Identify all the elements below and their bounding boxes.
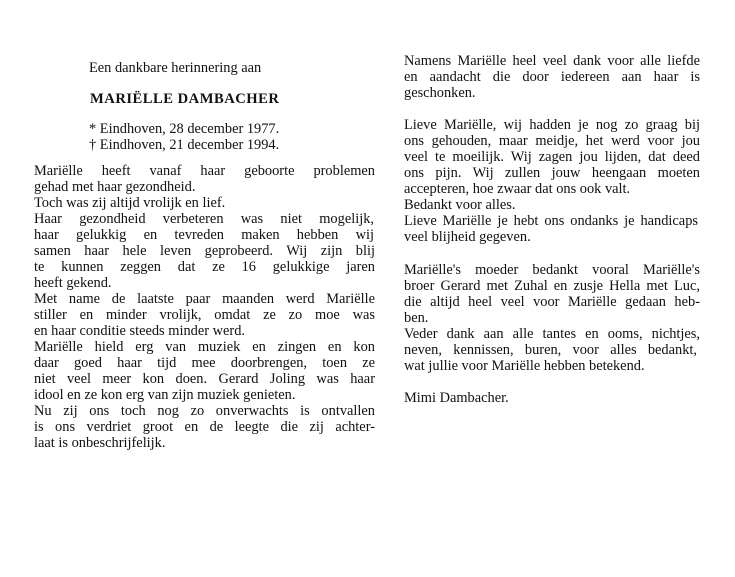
left-line: niet veel meer kon doen. Gerard Joling was haar (34, 371, 375, 387)
right-line: Lieve Mariëlle je hebt ons ondanks je handicaps (404, 213, 698, 229)
left-line: Toch was zij altijd vrolijk en lief. (34, 195, 226, 211)
right-line: en aandacht die door iedereen aan haar is (404, 69, 700, 85)
left-line: laat is onbeschrijfelijk. (34, 435, 166, 451)
right-line: Bedankt voor alles. (404, 197, 516, 213)
left-line: Mariëlle heeft vanaf haar geboorte problemen (34, 163, 375, 179)
death-date: † Eindhoven, 21 december 1994. (89, 137, 280, 153)
left-line: haar gelukkig en tevreden maken hebben wij (34, 227, 374, 243)
right-line: broer Gerard met Zuhal en zusje Hella met Luc, (404, 278, 700, 294)
deceased-name: MARIËLLE DAMBACHER (90, 91, 280, 107)
right-line: die altijd heel veel voor Mariëlle gedaan heb- (404, 294, 700, 310)
left-line: Met name de laatste paar maanden werd Mariëlle (34, 291, 375, 307)
left-line: en haar conditie steeds minder werd. (34, 323, 245, 339)
right-line: Namens Mariëlle heel veel dank voor alle liefde (404, 53, 700, 69)
birth-date: * Eindhoven, 28 december 1977. (89, 121, 280, 137)
right-line: veel te moeilijk. Wij zagen jou lijden, dat deed (404, 149, 700, 165)
left-line: daar goed haar tijd mee doorbrengen, toen ze (34, 355, 375, 371)
card-fold (389, 55, 390, 525)
left-line: is ons verdriet groot en de leegte die zij achter- (34, 419, 375, 435)
left-line: samen haar hele leven geprobeerd. Wij zijn blij (34, 243, 375, 259)
right-line: Lieve Mariëlle, wij hadden je nog zo graag bij (404, 117, 700, 133)
right-line: neven, kennissen, buren, voor alles bedankt, (404, 342, 697, 358)
signature-name: Mimi Dambacher. (404, 390, 509, 406)
left-line: heeft gekend. (34, 275, 112, 291)
intro-text: Een dankbare herinnering aan (89, 60, 262, 76)
left-line: idool en ze kon erg van zijn muziek genieten. (34, 387, 296, 403)
left-line: gehad met haar gezondheid. (34, 179, 196, 195)
right-line: ons gehouden, maar meidje, het werd voor jou (404, 133, 700, 149)
left-line: Mariëlle hield erg van muziek en zingen en kon (34, 339, 375, 355)
left-line: stiller en minder vrolijk, omdat ze zo moe was (34, 307, 375, 323)
right-line: ben. (404, 310, 429, 326)
right-line: Veder dank aan alle tantes en ooms, nichtjes, (404, 326, 700, 342)
left-line: te kunnen zeggen dat ze 16 gelukkige jaren (34, 259, 375, 275)
left-line: Haar gezondheid verbeteren was niet mogelijk, (34, 211, 374, 227)
right-line: wat jullie voor Mariëlle hebben betekend. (404, 358, 645, 374)
left-line: Nu zij ons toch nog zo onverwachts is ontvallen (34, 403, 375, 419)
right-line: Mariëlle's moeder bedankt vooral Mariëlle's (404, 262, 700, 278)
right-line: accepteren, hoe zwaar dat ons ook valt. (404, 181, 631, 197)
right-line: veel blijheid gegeven. (404, 229, 531, 245)
right-line: ons pijn. Wij zullen jouw heengaan moeten (404, 165, 700, 181)
right-line: geschonken. (404, 85, 476, 101)
